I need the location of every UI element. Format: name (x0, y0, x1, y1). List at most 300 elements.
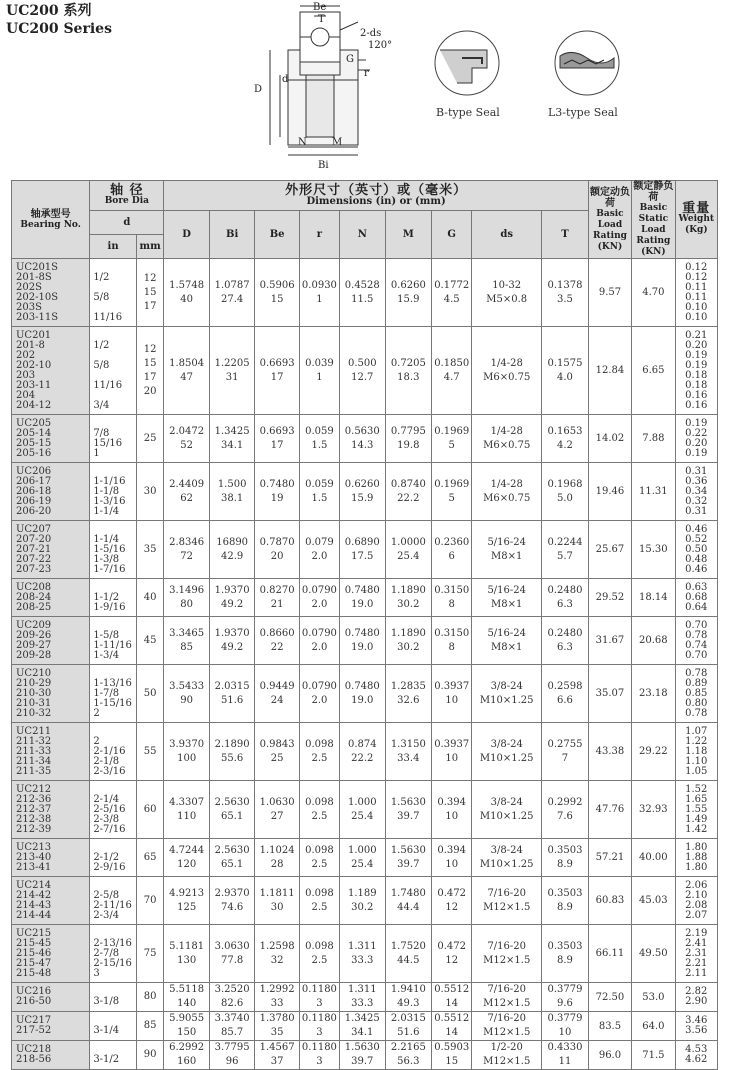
cell-t-value: 9.6 (557, 998, 573, 1009)
cell-ds-value: 10-32 (492, 279, 522, 291)
cell-r-value: 0.059 (305, 425, 334, 437)
bore-in-line: 2-7/16 (93, 823, 126, 835)
bore-mm (136, 839, 164, 877)
cell-r (299, 415, 339, 463)
header-dimensions: 外形尺寸（英寸）或（毫米） Dimensions (in) or (mm) (164, 181, 588, 211)
cell-weight-line: 0.70 (685, 619, 708, 631)
cell-m (385, 925, 432, 983)
cell-t-value: 6.6 (557, 694, 573, 706)
cell-bi-value: 3.2520 (214, 984, 250, 995)
cell-be (255, 1012, 299, 1041)
cell-t (542, 1012, 589, 1041)
cell-weight-line: 0.18 (685, 369, 708, 381)
cell-be-value: 0.9449 (259, 680, 295, 692)
bearing-no-line: 209-26 (16, 629, 52, 641)
cell-ds-value: M6×0.75 (483, 439, 531, 451)
cell-n-value: 34.1 (351, 1027, 374, 1038)
cell-ds-value: 5/16-24 (487, 536, 526, 548)
cell-bi (209, 415, 255, 463)
cell-bi-value: 1.2205 (214, 357, 250, 369)
cell-t (542, 521, 589, 579)
header-M: M (385, 211, 432, 259)
cell-t-value: 10 (558, 1027, 572, 1038)
cell-be (255, 1041, 299, 1070)
cell-d-value: 125 (177, 901, 197, 913)
bore-in-line: 1-5/16 (93, 543, 126, 555)
bearing-no-line: UC212 (16, 783, 52, 795)
cell-n (340, 1041, 386, 1070)
bore-in-line (93, 785, 136, 795)
bearing-no-line: 201-8S (16, 271, 52, 283)
cell-dynamic-load: 96.0 (588, 1041, 631, 1070)
title-cn: UC200 系列 (6, 3, 92, 19)
cell-bi (209, 521, 255, 579)
cell-static-load: 15.30 (632, 521, 675, 579)
bearing-no-line: 206-19 (16, 495, 52, 507)
header-ds: ds (472, 211, 542, 259)
bearing-no-line: 212-39 (16, 823, 52, 835)
cell-ds-value: 5/16-24 (487, 627, 526, 639)
cell-t-value: 0.4330 (547, 1042, 583, 1053)
bore-in-line: 1-1/16 (93, 475, 126, 487)
cell-ds-value: 5/16-24 (487, 584, 526, 596)
bearing-no (12, 925, 90, 983)
cell-d (164, 327, 210, 415)
cell-be-value: 20 (270, 550, 284, 562)
cell-n-value: 33.3 (351, 954, 374, 966)
cell-n (340, 781, 386, 839)
cell-g-value: 6 (448, 550, 455, 562)
cell-n (340, 723, 386, 781)
cell-g-value: 10 (445, 752, 459, 764)
bearing-no-line: UC218 (16, 1044, 52, 1055)
cell-ds-value: M6×0.75 (483, 371, 531, 383)
label-angle: 120° (368, 40, 393, 51)
bearing-no (12, 259, 90, 327)
cell-r-value: 3 (316, 998, 323, 1009)
cell-bi (209, 1041, 255, 1070)
cell-d-value: 85 (180, 641, 193, 653)
bearing-no (12, 579, 90, 617)
cell-be-value: 0.7870 (259, 536, 295, 548)
bore-in-line: 2-5/16 (93, 803, 126, 815)
cell-g (432, 259, 472, 327)
cell-m-value: 56.3 (397, 1056, 420, 1067)
cell-g-value: 15 (445, 1056, 459, 1067)
cell-be-value: 22 (270, 641, 284, 653)
cell-weight (675, 925, 717, 983)
cell-be-value: 15 (270, 293, 284, 305)
cell-t-value: 7.6 (557, 810, 573, 822)
bore-in-line (93, 391, 136, 401)
cell-bi-value: 38.1 (221, 492, 244, 504)
cell-n-value: 1.000 (347, 796, 377, 808)
cell-bi-value: 85.7 (221, 1027, 244, 1038)
cell-t (542, 463, 589, 521)
cell-r-value: 0.098 (305, 844, 334, 856)
cell-weight-line: 0.74 (685, 639, 708, 651)
cell-m-value: 49.3 (397, 998, 420, 1009)
bearing-no-line: 203-11S (16, 311, 59, 323)
label-n: N (298, 137, 307, 148)
cell-d-value: 4.7244 (169, 844, 205, 856)
cell-g-value: 14 (445, 998, 459, 1009)
bore-in-line: 1 (93, 447, 100, 459)
cell-weight-line: 2.82 (685, 986, 708, 997)
cell-m (385, 665, 432, 723)
cell-t-value: 0.3503 (547, 844, 583, 856)
cell-ds (472, 415, 542, 463)
cell-weight (675, 983, 717, 1012)
bore-in-line: 2-1/4 (93, 793, 120, 805)
header-T: T (542, 211, 589, 259)
bore-in (90, 415, 137, 463)
cell-d-value: 4.3307 (169, 796, 205, 808)
cell-r (299, 983, 339, 1012)
cell-m-value: 0.7795 (390, 425, 426, 437)
cell-ds-value: M10×1.25 (479, 858, 534, 870)
cell-dynamic-load: 66.11 (588, 925, 631, 983)
cell-t (542, 925, 589, 983)
cell-g-value: 4.5 (443, 293, 460, 305)
cell-m (385, 781, 432, 839)
cell-be-value: 0.9843 (259, 738, 295, 750)
bore-in-line: 3/4 (93, 399, 110, 411)
table-row (12, 327, 718, 415)
cell-m-value: 1.1890 (390, 627, 426, 639)
cell-d (164, 617, 210, 665)
cell-m-value: 30.2 (397, 598, 420, 610)
cell-m-value: 30.2 (397, 641, 420, 653)
cell-static-load: 49.50 (632, 925, 675, 983)
cell-g-value: 0.3937 (434, 738, 470, 750)
bearing-no-line: 214-44 (16, 909, 52, 921)
cell-r (299, 839, 339, 877)
cell-d-value: 1.8504 (169, 357, 205, 369)
bearing-no (12, 781, 90, 839)
cell-bi-value: 82.6 (221, 998, 244, 1009)
cell-bi (209, 327, 255, 415)
cell-g-value: 10 (445, 810, 459, 822)
bearing-no-line: 215-47 (16, 957, 52, 969)
cell-bi (209, 259, 255, 327)
cell-weight-line: 1.80 (685, 861, 708, 873)
cell-weight-line: 1.80 (685, 841, 708, 853)
label-m: M (332, 137, 343, 148)
bearing-no (12, 877, 90, 925)
cell-weight-line: 0.70 (685, 649, 708, 661)
cell-weight-line: 0.89 (685, 677, 708, 689)
cell-dynamic-load: 60.83 (588, 877, 631, 925)
bore-mm-line: 30 (143, 485, 157, 497)
bore-mm-line: 35 (143, 543, 157, 555)
cell-bi-value: 49.2 (221, 598, 244, 610)
cell-weight-line: 1.10 (685, 755, 708, 767)
bearing-no (12, 983, 90, 1012)
cell-g-value: 8 (448, 641, 455, 653)
cell-g (432, 1012, 472, 1041)
cell-d-value: 6.2992 (169, 1042, 205, 1053)
cell-static-load: 64.0 (632, 1012, 675, 1041)
bore-mm-line: 65 (143, 851, 157, 863)
cell-weight-line: 0.19 (685, 349, 708, 361)
cell-n-value: 19.0 (351, 694, 374, 706)
cell-ds (472, 327, 542, 415)
bearing-no-line: 205-16 (16, 447, 52, 459)
cell-ds (472, 839, 542, 877)
cell-r-value: 1.5 (311, 492, 328, 504)
bore-mm (136, 665, 164, 723)
cell-d (164, 415, 210, 463)
cell-g-value: 5 (448, 492, 455, 504)
cell-m-value: 44.5 (397, 954, 420, 966)
cell-m-value: 1.7480 (390, 887, 426, 899)
table-row (12, 579, 718, 617)
cell-bi-value: 2.5630 (214, 796, 250, 808)
bearing-no-line: 202 (16, 349, 36, 361)
header-r: r (299, 211, 339, 259)
cell-bi-value: 77.8 (221, 954, 244, 966)
cell-m-value: 32.6 (397, 694, 420, 706)
cell-d-value: 40 (180, 293, 193, 305)
cell-m (385, 839, 432, 877)
cell-t-value: 0.1575 (547, 357, 583, 369)
cell-dynamic-load: 9.57 (588, 259, 631, 327)
cell-r-value: 0.079 (305, 536, 334, 548)
bearing-no-line: 209-27 (16, 639, 52, 651)
cell-r (299, 579, 339, 617)
cell-n-value: 33.3 (351, 998, 374, 1009)
cell-bi-value: 96 (225, 1056, 239, 1067)
bearing-no (12, 1041, 90, 1070)
bearing-no-line: 202-10S (16, 291, 59, 303)
bore-mm (136, 521, 164, 579)
cell-t-value: 8.9 (557, 954, 573, 966)
bearing-no-line: 207-20 (16, 533, 52, 545)
cell-n-value: 0.4528 (344, 279, 380, 291)
cell-weight-line: 2.31 (685, 947, 708, 959)
cell-r (299, 259, 339, 327)
cell-ds-value: M5×0.8 (486, 293, 528, 305)
cell-n (340, 877, 386, 925)
cell-weight-line: 0.80 (685, 697, 708, 709)
cell-ds-value: 7/16-20 (487, 984, 526, 995)
bearing-no-line: UC216 (16, 986, 52, 997)
bore-in (90, 1041, 137, 1070)
bore-in-line: 7/8 (93, 427, 110, 439)
cell-be-value: 32 (270, 954, 284, 966)
bearing-no (12, 665, 90, 723)
cell-weight-line: 0.31 (685, 505, 708, 517)
bore-mm (136, 259, 164, 327)
cell-dynamic-load: 19.46 (588, 463, 631, 521)
cell-t (542, 415, 589, 463)
cell-bi-value: 3.3740 (214, 1013, 250, 1024)
cell-g (432, 665, 472, 723)
cell-be (255, 463, 299, 521)
label-d-small: d (282, 74, 289, 85)
cell-be-value: 0.6693 (259, 425, 295, 437)
cell-be-value: 1.1024 (259, 844, 295, 856)
bore-mm-line: 15 (143, 357, 157, 369)
cell-t-value: 5.7 (557, 550, 573, 562)
cell-d-value: 4.9213 (169, 887, 205, 899)
cell-be-value: 28 (270, 858, 284, 870)
table-row (12, 839, 718, 877)
bore-in-line: 2 (93, 707, 100, 719)
cell-bi-value: 34.1 (221, 439, 244, 451)
cell-r (299, 1012, 339, 1041)
bearing-no (12, 617, 90, 665)
cell-weight-line: 1.49 (685, 813, 708, 825)
cell-weight-line: 4.62 (685, 1054, 708, 1065)
bearing-no-line: 210-31 (16, 697, 52, 709)
cell-be (255, 415, 299, 463)
cell-g-value: 0.1772 (434, 279, 470, 291)
cell-t-value: 0.2244 (547, 536, 583, 548)
cell-bi (209, 925, 255, 983)
cell-bi-value: 51.6 (221, 694, 244, 706)
bearing-no-line: 211-34 (16, 755, 52, 767)
bore-in-line: 2-3/16 (93, 765, 126, 777)
cell-m-value: 1.7520 (390, 940, 426, 952)
bore-in-line: 1/2 (93, 339, 110, 351)
cell-g-value: 0.472 (437, 887, 467, 899)
cell-r-value: 0.0790 (301, 680, 337, 692)
cell-m (385, 521, 432, 579)
cell-r-value: 0.098 (305, 887, 334, 899)
cell-weight-line: 3.46 (685, 1015, 708, 1026)
header-bore-dia: 轴 径 Bore Dia (90, 181, 164, 211)
cell-r-value: 0.059 (305, 478, 334, 490)
cell-n-value: 1.311 (347, 940, 377, 952)
bearing-no-line: 218-56 (16, 1054, 52, 1065)
cell-static-load: 53.0 (632, 983, 675, 1012)
bore-in (90, 579, 137, 617)
cell-n-value: 11.5 (351, 293, 374, 305)
bore-in-line: 2-11/16 (93, 899, 132, 911)
bore-mm (136, 415, 164, 463)
cell-m-value: 1.5630 (390, 796, 426, 808)
cell-bi-value: 2.5630 (214, 844, 250, 856)
cell-ds-value: M8×1 (491, 598, 523, 610)
bearing-no-line: 212-38 (16, 813, 52, 825)
cell-t (542, 839, 589, 877)
cell-n-value: 1.311 (347, 984, 377, 995)
cell-bi-value: 65.1 (221, 858, 244, 870)
bearing-no-line: 209-28 (16, 649, 52, 661)
cell-t (542, 327, 589, 415)
cell-be-value: 21 (270, 598, 284, 610)
cell-be-value: 1.4567 (259, 1042, 295, 1053)
bore-mm (136, 877, 164, 925)
bore-in-line (93, 727, 136, 737)
cell-weight (675, 327, 717, 415)
bore-in-line: 2-1/16 (93, 745, 126, 757)
cell-weight (675, 1041, 717, 1070)
cell-r (299, 723, 339, 781)
cell-d-value: 110 (177, 810, 197, 822)
bearing-no (12, 415, 90, 463)
cell-n-value: 0.874 (347, 738, 377, 750)
bearing-no-line: 217-52 (16, 1025, 52, 1036)
bore-in-line: 11/16 (93, 379, 123, 391)
cell-ds-value: 3/8-24 (490, 738, 523, 750)
table-row (12, 617, 718, 665)
cell-r-value: 3 (316, 1056, 323, 1067)
bore-mm (136, 463, 164, 521)
bore-in (90, 327, 137, 415)
cell-ds (472, 665, 542, 723)
cell-dynamic-load: 57.21 (588, 839, 631, 877)
cell-g (432, 781, 472, 839)
cell-be-value: 33 (270, 998, 284, 1009)
bore-in (90, 983, 137, 1012)
cell-ds-value: M10×1.25 (479, 694, 534, 706)
cell-bi (209, 463, 255, 521)
cell-dynamic-load: 43.38 (588, 723, 631, 781)
bore-in-line (93, 669, 136, 679)
bearing-no-line: 206-17 (16, 475, 52, 487)
table-row (12, 1012, 718, 1041)
cell-d-value: 1.5748 (169, 279, 205, 291)
cell-be-value: 0.8270 (259, 584, 295, 596)
cell-r-value: 0.039 (305, 357, 334, 369)
cell-g-value: 0.394 (437, 796, 467, 808)
cell-be (255, 925, 299, 983)
cell-n-value: 0.500 (347, 357, 377, 369)
cell-n-value: 25.4 (351, 858, 374, 870)
cell-g-value: 10 (445, 858, 459, 870)
bore-in-line: 2 (93, 735, 100, 747)
bore-in (90, 781, 137, 839)
cell-r (299, 665, 339, 723)
cell-weight (675, 877, 717, 925)
cell-weight-line: 0.19 (685, 417, 708, 429)
bore-in-line: 3-1/2 (93, 1054, 120, 1065)
bore-mm (136, 1041, 164, 1070)
bore-in-line: 1-9/16 (93, 601, 126, 613)
bearing-no-line: 208-25 (16, 601, 52, 613)
table-row (12, 415, 718, 463)
cell-n (340, 665, 386, 723)
bore-in-line: 2-3/8 (93, 813, 120, 825)
cell-ds-value: M8×1 (491, 641, 523, 653)
cell-dynamic-load: 47.76 (588, 781, 631, 839)
bore-in-line: 5/8 (93, 359, 110, 371)
cell-static-load: 11.31 (632, 463, 675, 521)
bearing-no-line: 215-48 (16, 967, 52, 979)
cell-d (164, 877, 210, 925)
bearing-no-line: 211-32 (16, 735, 52, 747)
cell-be-value: 17 (270, 371, 284, 383)
cell-m-value: 22.2 (397, 492, 420, 504)
cell-r (299, 521, 339, 579)
header-G: G (432, 211, 472, 259)
cell-be (255, 617, 299, 665)
cell-weight-line: 0.78 (685, 707, 708, 719)
cell-bi (209, 781, 255, 839)
bore-in-line (93, 467, 136, 477)
bearing-no-line: UC213 (16, 841, 52, 853)
cell-weight-line: 1.65 (685, 793, 708, 805)
cell-weight-line: 1.07 (685, 725, 708, 737)
bearing-no-line: 216-50 (16, 996, 52, 1007)
cell-t (542, 579, 589, 617)
cell-g (432, 983, 472, 1012)
cell-g-value: 0.472 (437, 940, 467, 952)
cell-bi (209, 1012, 255, 1041)
